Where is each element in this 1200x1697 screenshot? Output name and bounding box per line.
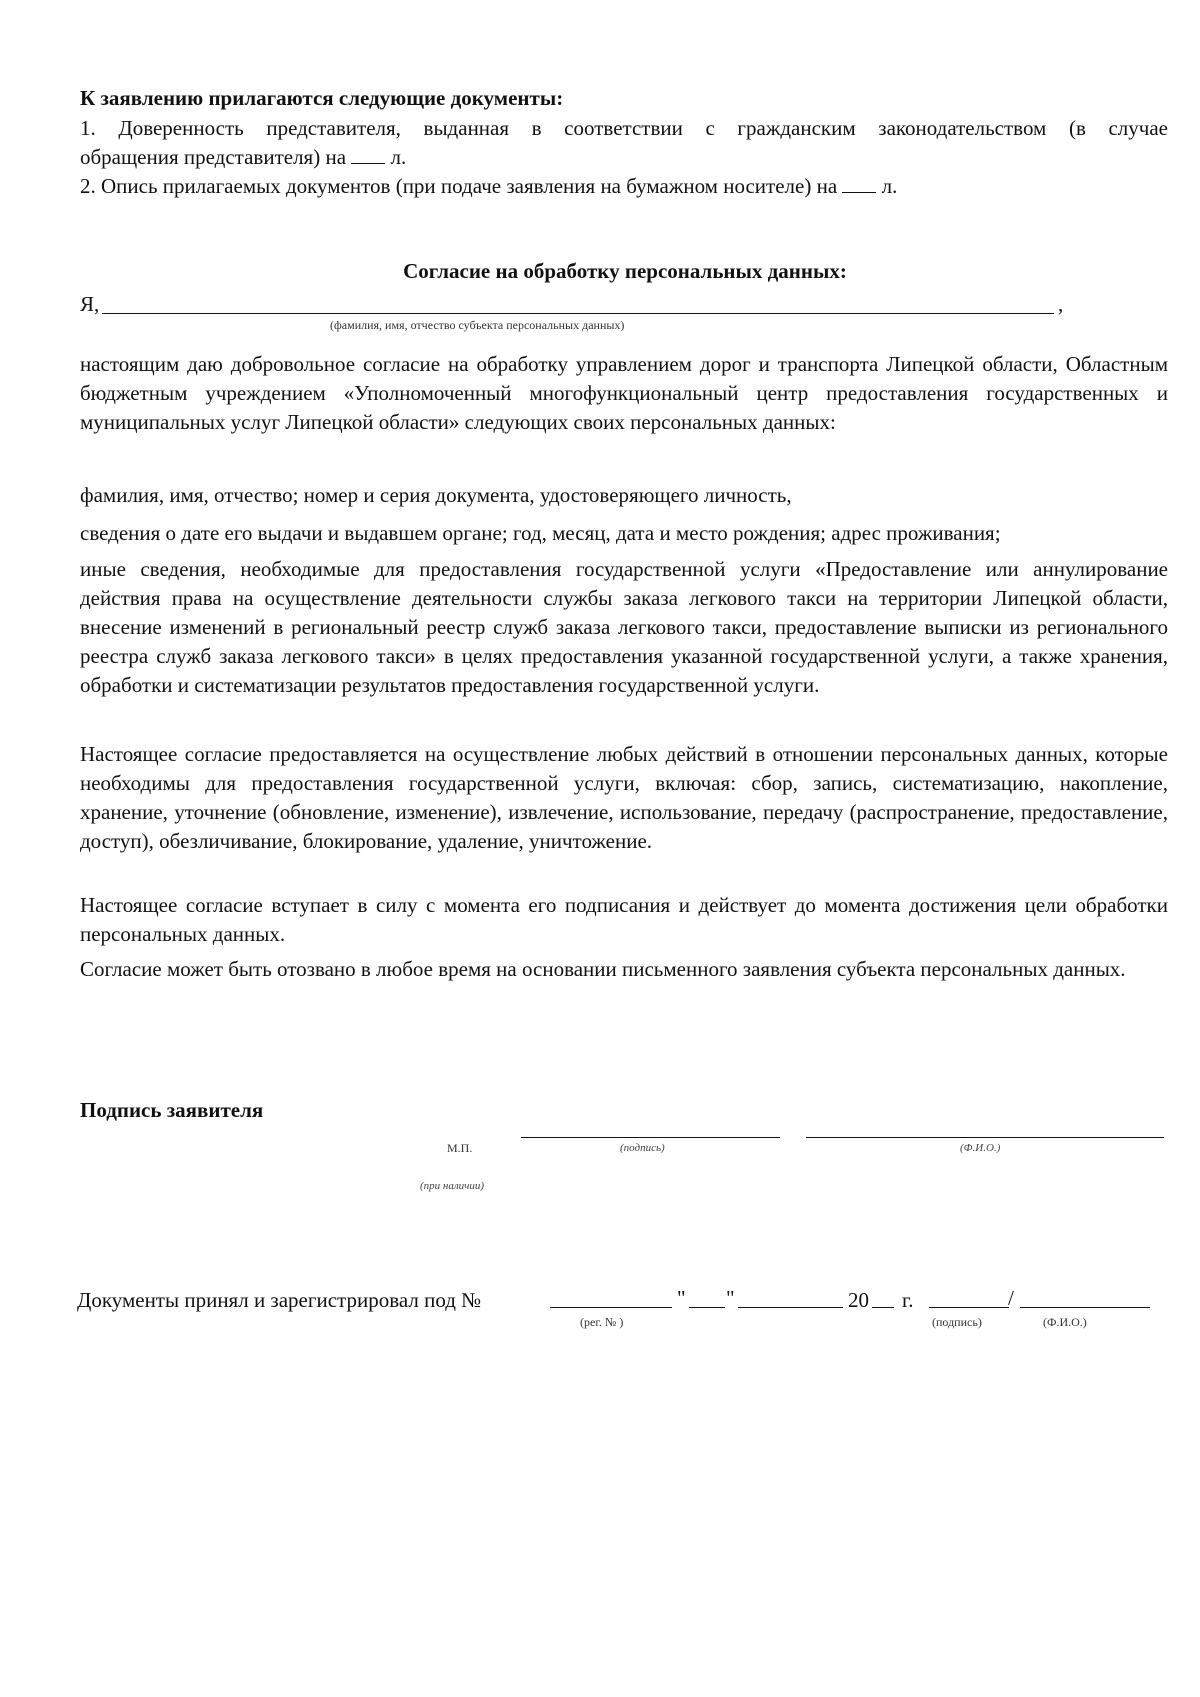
- fio-comma: ,: [1058, 292, 1064, 316]
- item-1-pages-field[interactable]: [351, 145, 385, 164]
- consent-paragraph-4: иные сведения, необходимые для предоставления государственной услуги «Предоставление или аннулирование действия права на осуществление деятельности службы заказа легкового такси на территории Липецкой области, внесение изменений в региональный реестр служб заказа легкового такси, предоставление выписки из регионального реестра служб заказа легкового такси» в целях предоставления указанной государственной услуги, а также хранения, обработки и систематизации результатов предоставления государственной услуги.: [80, 557, 1168, 697]
- day-line[interactable]: [689, 1307, 725, 1308]
- signature-fio-line[interactable]: [806, 1137, 1164, 1138]
- pages-unit: л.: [390, 145, 407, 169]
- attachment-item-1-line-1: 1. Доверенность представителя, выданная в соответствии с гражданским законодательством (в случае: [80, 116, 1168, 140]
- consent-heading: Согласие на обработку персональных данных:: [403, 259, 847, 283]
- consent-paragraph-7: Согласие может быть отозвано в любое время на основании письменного заявления субъекта персональных данных.: [80, 957, 1126, 981]
- attachment-item-1-text: обращения представителя) на: [80, 145, 347, 169]
- year-prefix: 20: [848, 1288, 869, 1312]
- registration-text: Документы принял и зарегистрировал под №: [77, 1288, 482, 1312]
- registrar-fio-caption: (Ф.И.О.): [1043, 1315, 1087, 1329]
- consent-paragraph-5: Настоящее согласие предоставляется на осуществление любых действий в отношении персональных данных, которые необходимы для предоставления государственной услуги, включая: сбор, запись, систематизацию, накопление, хранение, уточнение (обновление, изменение), извлечение, использование, передачу (распространение, предоставление, доступ), обезличивание, блокирование, удаление, уничтожение.: [80, 742, 1168, 853]
- signature-heading: Подпись заявителя: [80, 1098, 264, 1122]
- consent-paragraph-1: настоящим даю добровольное согласие на обработку управлением дорог и транспорта Липецкой области, Областным бюджетным учреждением «Уполномоченный многофункциональный центр предоставления государственных и муниципальных услуг Липецкой области» следующих своих персональных данных:: [80, 352, 1168, 434]
- attachments-heading: К заявлению прилагаются следующие документы:: [80, 86, 564, 110]
- month-line[interactable]: [738, 1307, 843, 1308]
- mp-note: (при наличии): [420, 1180, 485, 1192]
- quote-close: ": [726, 1286, 735, 1310]
- registrar-sign-line[interactable]: [929, 1307, 1009, 1308]
- reg-caption: (рег. № ): [580, 1315, 624, 1329]
- registrar-sign-caption: (подпись): [932, 1315, 982, 1329]
- signature-fio-caption: (Ф.И.О.): [960, 1142, 1001, 1154]
- year-suffix: г.: [902, 1288, 914, 1312]
- year-line[interactable]: [872, 1307, 894, 1308]
- pages-unit: л.: [881, 174, 898, 198]
- signature-line[interactable]: [521, 1137, 780, 1138]
- i-label: Я,: [80, 292, 100, 316]
- consent-paragraph-6: Настоящее согласие вступает в силу с момента его подписания и действует до момента достижения цели обработки персональных данных.: [80, 893, 1168, 946]
- registrar-fio-line[interactable]: [1020, 1307, 1150, 1308]
- slash: /: [1008, 1286, 1014, 1310]
- quote-open: ": [677, 1286, 686, 1310]
- fio-input-line[interactable]: [102, 313, 1054, 314]
- mp-label: М.П.: [447, 1141, 473, 1155]
- attachment-item-1-line-2: [80, 143, 406, 172]
- fio-caption: (фамилия, имя, отчество субъекта персональных данных): [330, 318, 625, 332]
- signature-caption: (подпись): [620, 1142, 665, 1154]
- attachment-item-2-text: 2. Опись прилагаемых документов (при подаче заявления на бумажном носителе) на: [80, 174, 838, 198]
- attachment-item-2: [80, 172, 897, 201]
- consent-paragraph-3: сведения о дате его выдачи и выдавшем органе; год, месяц, дата и место рождения; адрес проживания;: [80, 521, 1001, 545]
- item-2-pages-field[interactable]: [842, 174, 876, 193]
- consent-paragraph-2: фамилия, имя, отчество; номер и серия документа, удостоверяющего личность,: [80, 483, 792, 507]
- reg-number-line[interactable]: [550, 1307, 672, 1308]
